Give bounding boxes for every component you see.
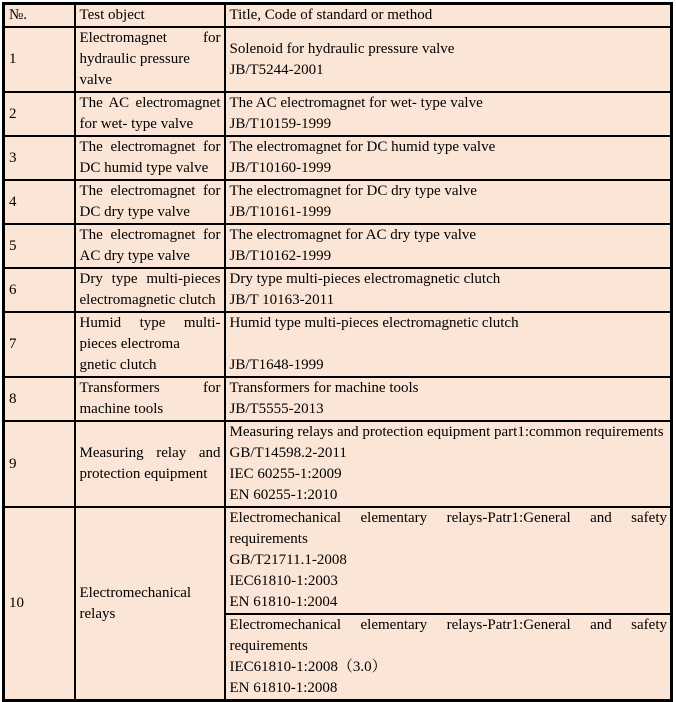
test-object-line: The AC electromagnet: [79, 95, 221, 111]
standard-code-line: IEC61810-1:2003: [229, 573, 338, 589]
test-object-cell: [75, 224, 225, 268]
test-object-line: The electromagnet for: [79, 183, 221, 199]
col-header-no: №.: [4, 4, 75, 28]
test-object-cell: [75, 377, 225, 421]
test-object-line: gnetic clutch: [79, 357, 157, 373]
test-object-line: Electromechanical: [79, 584, 192, 601]
title-code-cell: [225, 92, 672, 136]
test-object-line: electromagnetic clutch: [79, 292, 216, 308]
test-object-line: DC humid type valve: [79, 160, 209, 176]
spacer-line: [230, 334, 668, 355]
test-object-line: Electromagnet for: [79, 30, 221, 46]
test-object-line: AC dry type valve: [79, 248, 190, 264]
standard-title-line: The electromagnet for AC dry type valve: [229, 227, 477, 243]
standards-table: [2, 2, 673, 702]
col-header-title-code: Title, Code of standard or method: [225, 4, 672, 28]
table-row: [4, 136, 672, 180]
test-object-cell: [75, 27, 225, 92]
standard-code-line: JB/T5244-2001: [229, 61, 324, 78]
title-code-cell: [225, 507, 672, 614]
test-object-cell: [75, 136, 225, 180]
row-number: 9: [4, 421, 75, 507]
table-row: [4, 224, 672, 268]
standard-code-line: JB/T10161-1999: [229, 204, 332, 220]
test-object-line: Dry type multi-pieces: [79, 271, 221, 287]
table-row: [4, 312, 672, 377]
standard-code-line: EN 61810-1:2008: [229, 680, 338, 696]
row-number: 2: [4, 92, 75, 136]
test-object-line: hydraulic pressure valve: [79, 51, 190, 88]
table-row: [4, 180, 672, 224]
row-number: 10: [4, 507, 75, 701]
standard-title-line: The electromagnet for DC dry type valve: [229, 183, 477, 199]
standard-code-line: JB/T 10163-2011: [229, 292, 335, 308]
standard-title-line: requirements: [229, 638, 308, 654]
test-object-line: Transformers for: [79, 380, 221, 396]
test-object-line: Measuring relay and: [79, 445, 221, 461]
standard-title-line: Measuring relays and protection equipment part1:common requirements: [229, 424, 664, 440]
row-number: 3: [4, 136, 75, 180]
table-row: [4, 507, 672, 614]
title-code-cell: [225, 421, 672, 507]
test-object-line: pieces electroma: [79, 336, 180, 352]
standard-code-line: IEC 60255-1:2009: [229, 466, 342, 482]
title-code-cell: [225, 180, 672, 224]
title-code-cell: [225, 27, 672, 92]
row-number: 7: [4, 312, 75, 377]
table-row: [4, 92, 672, 136]
title-code-cell: [225, 136, 672, 180]
standard-code-line: JB/T5555-2013: [229, 401, 324, 417]
standard-code-line: JB/T10160-1999: [229, 160, 332, 176]
row-number: 4: [4, 180, 75, 224]
test-object-cell: [75, 507, 225, 701]
standard-code-line: JB/T1648-1999: [229, 357, 324, 373]
standard-title-line: Electromechanical elementary relays-Patr1:General and safety: [229, 617, 667, 633]
title-code-cell: [225, 312, 672, 377]
title-code-cell: [225, 268, 672, 312]
standard-title-line: Transformers for machine tools: [229, 380, 419, 396]
title-code-cell: [225, 224, 672, 268]
test-object-line: Humid type multi-: [79, 315, 221, 331]
table-row: [4, 377, 672, 421]
standard-title-line: requirements: [229, 531, 308, 547]
row-number: 6: [4, 268, 75, 312]
title-code-cell: [225, 377, 672, 421]
standard-code-line: JB/T10162-1999: [229, 248, 332, 264]
test-object-line: The electromagnet for: [79, 227, 221, 243]
test-object-cell: [75, 180, 225, 224]
standard-title-line: Humid type multi-pieces electromagnetic clutch: [229, 315, 519, 331]
standard-title-line: Dry type multi-pieces electromagnetic clutch: [229, 271, 501, 287]
standard-title-line: The electromagnet for DC humid type valve: [229, 139, 496, 155]
test-object-cell: [75, 92, 225, 136]
standard-code-line: JB/T10159-1999: [229, 116, 332, 132]
row-number: 1: [4, 27, 75, 92]
row-number: 8: [4, 377, 75, 421]
test-object-cell: [75, 421, 225, 507]
test-object-cell: [75, 268, 225, 312]
standard-code-line: GB/T14598.2-2011: [229, 445, 347, 461]
test-object-line: relays: [79, 605, 116, 622]
standard-code-line: GB/T21711.1-2008: [229, 552, 347, 568]
standard-code-line: EN 61810-1:2004: [229, 594, 338, 610]
standard-code-line: EN 60255-1:2010: [229, 487, 338, 503]
standard-title-line: Electromechanical elementary relays-Patr1:General and safety: [229, 510, 667, 526]
standard-title-line: The AC electromagnet for wet- type valve: [229, 95, 483, 111]
table-row: [4, 27, 672, 92]
row-number: 5: [4, 224, 75, 268]
standard-title-line: Solenoid for hydraulic pressure valve: [229, 40, 455, 57]
table-header-row: [4, 4, 672, 28]
test-object-line: protection equipment: [79, 466, 208, 482]
test-object-line: The electromagnet for: [79, 139, 221, 155]
test-object-line: for wet- type valve: [79, 116, 194, 132]
standard-code-line: IEC61810-1:2008（3.0）: [229, 659, 387, 675]
col-header-test-object: Test object: [75, 4, 225, 28]
table-row: [4, 268, 672, 312]
title-code-cell: [225, 614, 672, 701]
test-object-line: DC dry type valve: [79, 204, 190, 220]
test-object-line: machine tools: [79, 401, 164, 417]
test-object-cell: [75, 312, 225, 377]
table-row: [4, 421, 672, 507]
